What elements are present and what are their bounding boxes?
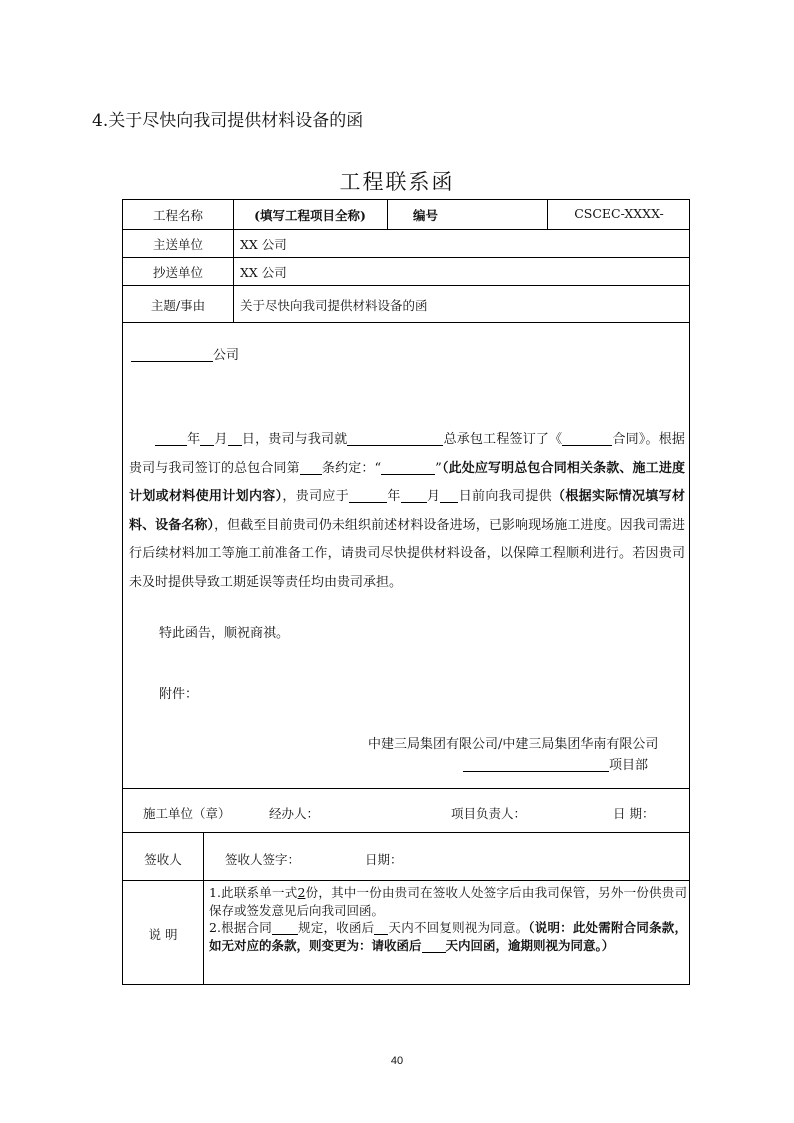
letter-body: 年 月 日，贵司与我司就 总承包工程签订了《 合同》。根据贵司与我司签订的总包合同第 条约定：“ ”（此处应写明总包合同相关条款、施工进度计划或材料使用计划内容），贵司应于 年 月 日前向我司提供（根据实际情况填写材料、设备名称），但截至目前贵司仍未组织前述材料设备进场，已影响现场施工进度。因我司需进行后续材料加工等施工前准备工作，请贵司尽快提供材料设备，以保障工程顺利进行。若因贵司未及时提供导致工期延误等责任均由贵司承担。	[129, 432, 685, 590]
row-divider	[123, 322, 689, 323]
project-name-label: 工程名称	[152, 208, 203, 223]
company-name: 中建三局集团有限公司/中建三局集团华南有限公司	[368, 737, 659, 752]
blank-underline	[463, 757, 609, 772]
addressee-line: 公司	[131, 344, 239, 363]
cc-to-value: XX 公司	[240, 265, 287, 280]
attachment-label: 附件：	[159, 687, 199, 702]
section-heading: 4.关于尽快向我司提供材料设备的函	[92, 111, 364, 131]
row-divider	[123, 832, 689, 833]
subject-label: 主题/事由	[150, 298, 206, 313]
row-divider	[123, 229, 689, 230]
handler-label: 经办人：	[269, 806, 320, 821]
number-field: CSCEC-XXXX-	[574, 206, 664, 221]
cc-to-label: 抄送单位	[152, 265, 203, 280]
receipt-date-label: 日期：	[365, 852, 403, 867]
row-divider	[123, 880, 689, 881]
receiver-signature-label: 签收人签字：	[225, 852, 301, 867]
send-to-label: 主送单位	[152, 237, 203, 252]
project-name-field: (填写工程项目全称)	[254, 208, 366, 223]
contact-letter-form	[122, 199, 690, 985]
project-manager-label: 项目负责人：	[451, 806, 527, 821]
department-line: 项目部	[463, 754, 648, 773]
notes-label: 说 明	[148, 927, 178, 942]
receiver-label: 签收人	[144, 852, 182, 867]
row-divider	[123, 285, 689, 286]
subject-value: 关于尽快向我司提供材料设备的函	[240, 298, 428, 313]
document-title: 工程联系函	[339, 170, 455, 194]
send-to-value: XX 公司	[240, 237, 287, 252]
row-divider	[123, 257, 689, 258]
row-divider	[123, 788, 689, 789]
construction-unit-label: 施工单位（章）	[143, 806, 231, 821]
date-label: 日 期：	[613, 806, 655, 821]
notes-text: 1.此联系单一式2份，其中一份由贵司在签收人处签字后由我司保管，另外一份供贵司保存或签发意见后向我司回函。 2.根据合同 规定，收函后 天内不回复则视为同意。（说明：此处需附合同条款，如无对应的条款，则变更为：请收函后 天内回函，逾期则视为同意。）	[209, 885, 687, 953]
column-divider	[387, 200, 388, 229]
blank-underline	[131, 347, 213, 362]
column-divider	[203, 832, 204, 985]
closing-greeting: 特此函告，顺祝商祺。	[159, 626, 290, 641]
page-number: 40	[390, 1055, 404, 1067]
number-label: 编号	[413, 208, 439, 223]
